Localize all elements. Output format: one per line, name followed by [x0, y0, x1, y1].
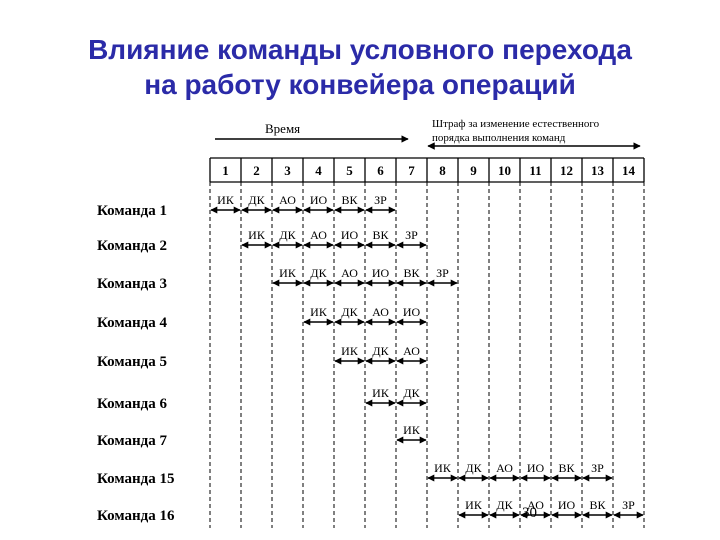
stage-label: ДК	[279, 228, 296, 242]
stage-label: ЗР	[405, 228, 418, 242]
stage-label: ИО	[526, 461, 545, 475]
time-slot-label: 12	[560, 163, 573, 178]
time-slot-label: 5	[346, 163, 353, 178]
stage-label: ЗР	[374, 193, 387, 207]
stage-label: ДК	[248, 193, 265, 207]
command-label: Команда 15	[97, 471, 175, 487]
time-slot-label: 14	[622, 163, 635, 178]
stage-label: ИК	[434, 461, 451, 475]
stage-label: ДК	[372, 344, 389, 358]
command-row	[97, 228, 426, 254]
command-label: Команда 4	[97, 315, 167, 331]
stage-label: АО	[341, 266, 358, 280]
time-slot-label: 6	[377, 163, 384, 178]
command-label: Команда 2	[97, 238, 167, 254]
stage-label: ИК	[372, 386, 389, 400]
stage-label: ДК	[341, 305, 358, 319]
stage-label: АО	[279, 193, 296, 207]
stage-label: ИО	[402, 305, 421, 319]
stage-label: ДК	[496, 498, 513, 512]
stage-label: ИК	[248, 228, 265, 242]
stage-label: ДК	[465, 461, 482, 475]
time-slot-label: 11	[529, 163, 542, 178]
time-slot-label: 13	[591, 163, 604, 178]
command-row	[97, 193, 395, 219]
time-slot-label: 1	[222, 163, 229, 178]
command-label: Команда 6	[97, 396, 167, 412]
time-slot-label: 2	[253, 163, 260, 178]
command-row	[97, 498, 643, 524]
time-slot-label: 9	[470, 163, 477, 178]
stage-label: ДК	[403, 386, 420, 400]
stage-label: ИО	[557, 498, 576, 512]
stage-label: ИК	[403, 423, 420, 437]
stage-label: АО	[403, 344, 420, 358]
stage-label: ЗР	[591, 461, 604, 475]
stage-label: АО	[310, 228, 327, 242]
stage-label: ЗР	[436, 266, 449, 280]
command-label: Команда 3	[97, 276, 167, 292]
time-slot-header	[210, 158, 644, 182]
time-label: Время	[265, 121, 301, 136]
command-row	[97, 344, 426, 370]
title-line-1: Влияние команды условного перехода	[88, 34, 632, 65]
command-label: Команда 16	[97, 508, 175, 524]
stage-label: АО	[527, 498, 544, 512]
stage-label: ИК	[217, 193, 234, 207]
time-slot-label: 3	[284, 163, 291, 178]
command-row	[97, 423, 426, 449]
stage-label: ИК	[341, 344, 358, 358]
command-rows	[97, 193, 643, 524]
time-slot-label: 4	[315, 163, 322, 178]
command-row	[97, 386, 426, 412]
time-slot-label: 10	[498, 163, 511, 178]
command-label: Команда 7	[97, 433, 167, 449]
stage-label: ВК	[341, 193, 358, 207]
penalty-label-line-1: Штраф за изменение естественного	[432, 118, 600, 130]
stage-label: ЗР	[622, 498, 635, 512]
stage-label: ИО	[309, 193, 328, 207]
stage-label: ВК	[589, 498, 606, 512]
stage-label: ИО	[340, 228, 359, 242]
command-row	[97, 266, 457, 292]
stage-label: АО	[372, 305, 389, 319]
command-label: Команда 1	[97, 203, 167, 219]
stage-label: ИК	[465, 498, 482, 512]
title-line-2: на работу конвейера операций	[144, 69, 576, 100]
stage-label: ВК	[372, 228, 389, 242]
penalty-label-line-2: порядка выполнения команд	[432, 132, 566, 144]
stage-label: ВК	[558, 461, 575, 475]
stage-label: ДК	[310, 266, 327, 280]
stage-label: АО	[496, 461, 513, 475]
page-number: 30	[522, 505, 537, 521]
stage-label: ИК	[310, 305, 327, 319]
command-row	[97, 461, 612, 487]
stage-label: ИО	[371, 266, 390, 280]
slot-guide-lines	[210, 182, 644, 528]
stage-label: ВК	[403, 266, 420, 280]
command-label: Команда 5	[97, 354, 167, 370]
time-slot-label: 7	[408, 163, 415, 178]
command-row	[97, 305, 426, 331]
stage-label: ИК	[279, 266, 296, 280]
time-slot-label: 8	[439, 163, 446, 178]
